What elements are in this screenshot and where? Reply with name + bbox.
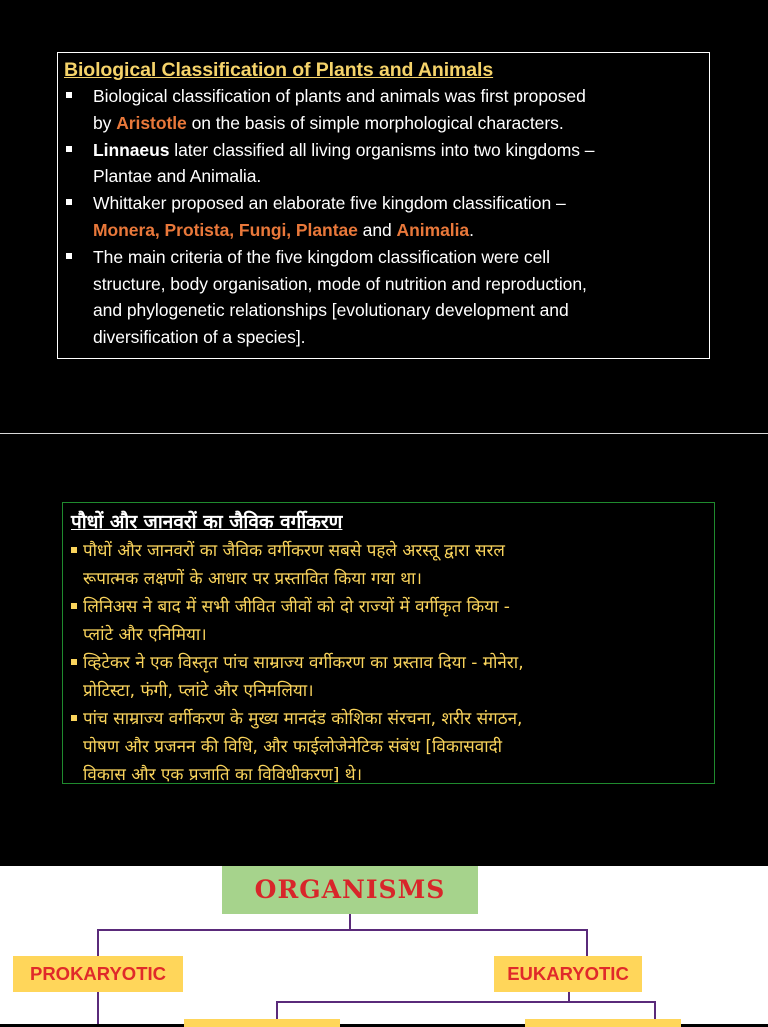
bullet-text: and phylogenetic relationships [evolutionary development and [93,300,569,321]
connector-line [97,929,587,931]
bullet-whittaker [64,190,701,244]
bullet-linnaeus [64,137,701,191]
bullet-text: प्लांटे और एनिमिया। [83,625,207,645]
hindi-bullet-4 [71,705,706,789]
highlight-kingdoms: Monera, Protista, Fungi, Plantae [93,219,358,240]
hindi-title: पौधों और जानवरों का जैविक वर्गीकरण [71,511,343,533]
connector-line [97,929,99,956]
bullet-text: व्हिटेकर ने एक विस्तृत पांच साम्राज्य वर्गीकरण का प्रस्ताव दिया - मोनेरा, [83,653,524,673]
bullet-criteria [64,244,701,351]
connector-line [654,1001,656,1019]
bullet-text: विकास और एक प्रजाति का विविधीकरण] थे। [83,765,363,785]
bullet-text: Plantae and Animalia. [93,166,262,187]
bullet-text: on the basis of simple morphological characters. [191,112,564,133]
bullet-text: . [469,219,474,240]
bullet-text: पांच साम्राज्य वर्गीकरण के मुख्य मानदंड कोशिका संरचना, शरीर संगठन, [83,709,523,729]
bullet-text: प्रोटिस्टा, फंगी, प्लांटे और एनिमलिया। [83,681,314,701]
bullet-text: लिनिअस ने बाद में सभी जीवित जीवों को दो राज्यों में वर्गीकृत किया - [83,597,510,617]
bullet-text: diversification of a species]. [93,327,306,348]
bullet-text: by [93,112,112,133]
connector-line [276,1001,278,1019]
hindi-content-box [62,502,715,784]
organisms-node: ORGANISMS [222,866,478,914]
connector-line [349,914,351,930]
connector-line [276,1001,655,1003]
connector-line [97,992,99,1024]
slide-english [0,0,768,433]
bullet-text: The main criteria of the five kingdom classification were cell [93,246,550,267]
hindi-bullet-3 [71,649,706,705]
highlight-aristotle: Aristotle [116,112,187,133]
english-content-box [57,52,710,359]
connector-line [586,929,588,956]
highlight-linnaeus: Linnaeus [93,139,170,160]
highlight-animalia: Animalia [396,219,470,240]
eukaryotic-node: EUKARYOTIC [494,956,642,992]
bullet-text: पोषण और प्रजनन की विधि, और फाईलोजेनेटिक संबंध [विकासवादी [83,737,503,757]
bullet-text: पौधों और जानवरों का जैविक वर्गीकरण सबसे पहले अरस्तू द्वारा सरल [83,541,505,561]
bullet-text: and [362,219,392,240]
bullet-aristotle [64,83,701,137]
hindi-bullet-1 [71,537,706,593]
hindi-bullet-2 [71,593,706,649]
bullet-text: रूपात्मक लक्षणों के आधार पर प्रस्तावित किया गया था। [83,569,422,589]
bullet-text: Biological classification of plants and animals was first proposed [93,86,586,106]
child-node-partial [184,1019,340,1027]
slide-diagram [0,866,768,1024]
bullet-text: later classified all living organisms into two kingdoms – [174,139,595,160]
slide-hindi [0,434,768,866]
english-bullet-list [64,83,701,351]
prokaryotic-node: PROKARYOTIC [13,956,183,992]
english-title: Biological Classification of Plants and Animals [64,59,494,81]
bullet-text: Whittaker proposed an elaborate five kingdom classification – [93,193,566,214]
hindi-bullet-list [71,537,706,789]
bullet-text: structure, body organisation, mode of nutrition and reproduction, [93,273,587,294]
child-node-partial [525,1019,681,1027]
